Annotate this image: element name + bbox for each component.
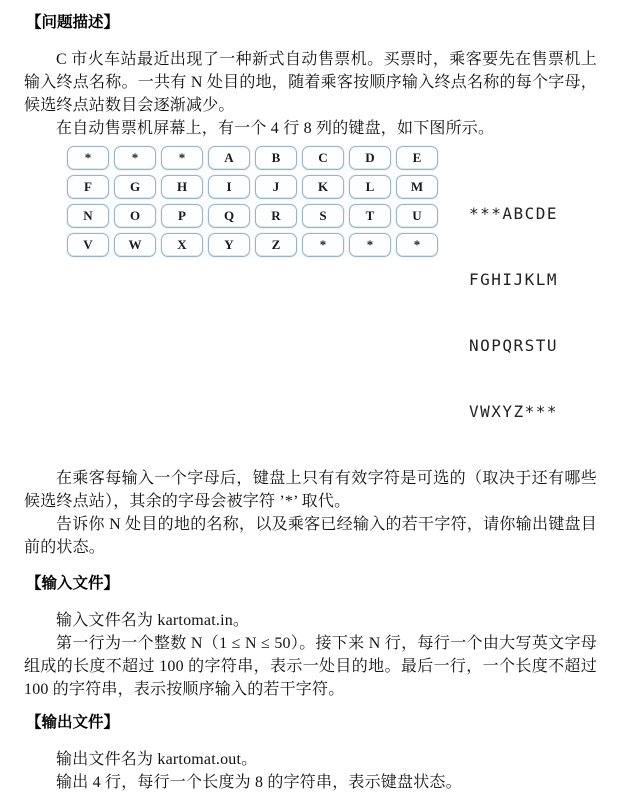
keyboard-key: * xyxy=(396,233,438,257)
keyboard-key: V xyxy=(67,233,109,257)
keyboard-key: * xyxy=(349,233,391,257)
keyboard-key: P xyxy=(161,204,203,228)
output-paragraph-1: 输出文件名为 kartomat.out。 xyxy=(56,751,258,768)
keyboard-key: F xyxy=(67,175,109,199)
keyboard-key: X xyxy=(161,233,203,257)
keyboard-key: G xyxy=(114,175,156,199)
keyboard-state-line: VWXYZ*** xyxy=(469,402,559,421)
keyboard-state-line: FGHIJKLM xyxy=(469,270,559,289)
keyboard-state-line: NOPQRSTU xyxy=(469,336,559,355)
output-file-heading: 【输出文件】 xyxy=(26,714,120,731)
problem-paragraph-3: 在乘客每输入一个字母后，键盘上只有有效字符是可选的（取决于还有哪些候选终点站），其余的字母会被字符 ’*’ 取代。 xyxy=(24,470,597,510)
problem-paragraph-1: C 市火车站最近出现了一种新式自动售票机。买票时，乘客要先在售票机上输入终点名称。一共有 N 处目的地，随着乘客按顺序输入终点名称的每个字母，候选终点站数目会逐渐减少。 xyxy=(24,51,597,114)
keyboard-key: D xyxy=(349,146,391,170)
keyboard-key: I xyxy=(208,175,250,199)
keyboard-key: C xyxy=(302,146,344,170)
keyboard-state-line: ***ABCDE xyxy=(469,204,559,223)
keyboard-key: B xyxy=(255,146,297,170)
keyboard-key: W xyxy=(114,233,156,257)
keyboard-key: S xyxy=(302,204,344,228)
input-file-heading: 【输入文件】 xyxy=(26,575,120,592)
keyboard-key: * xyxy=(67,146,109,170)
keyboard-key: R xyxy=(255,204,297,228)
keyboard-state-text xyxy=(469,145,558,467)
problem-description-heading: 【问题描述】 xyxy=(26,14,120,31)
keyboard-key: O xyxy=(114,204,156,228)
keyboard-key: Z xyxy=(255,233,297,257)
keyboard-key: * xyxy=(161,146,203,170)
problem-paragraph-2: 在自动售票机屏幕上，有一个 4 行 8 列的键盘，如下图所示。 xyxy=(56,120,495,137)
keyboard-key: Y xyxy=(208,233,250,257)
keyboard-key: * xyxy=(114,146,156,170)
keyboard-key: * xyxy=(302,233,344,257)
keyboard-key: Q xyxy=(208,204,250,228)
keyboard-key: A xyxy=(208,146,250,170)
keyboard-key: K xyxy=(302,175,344,199)
keyboard-grid xyxy=(66,145,439,258)
keyboard-key: L xyxy=(349,175,391,199)
keyboard-key: H xyxy=(161,175,203,199)
keyboard-key: E xyxy=(396,146,438,170)
keyboard-key: N xyxy=(67,204,109,228)
keyboard-key: T xyxy=(349,204,391,228)
keyboard-key: U xyxy=(396,204,438,228)
problem-paragraph-4: 告诉你 N 处目的地的名称，以及乘客已经输入的若干字符，请你输出键盘目前的状态。 xyxy=(24,516,597,556)
input-paragraph-2: 第一行为一个整数 N（1 ≤ N ≤ 50）。接下来 N 行，每行一个由大写英文字母组成的长度不超过 100 的字符串，表示一处目的地。最后一行，一个长度不超过 100 的字符串，表示按顺序输入的若干字符。 xyxy=(24,635,597,698)
input-paragraph-1: 输入文件名为 kartomat.in。 xyxy=(56,612,250,629)
keyboard-key: M xyxy=(396,175,438,199)
output-paragraph-2: 输出 4 行，每行一个长度为 8 的字符串，表示键盘状态。 xyxy=(56,774,462,791)
keyboard-figure xyxy=(66,145,597,467)
keyboard-key: J xyxy=(255,175,297,199)
